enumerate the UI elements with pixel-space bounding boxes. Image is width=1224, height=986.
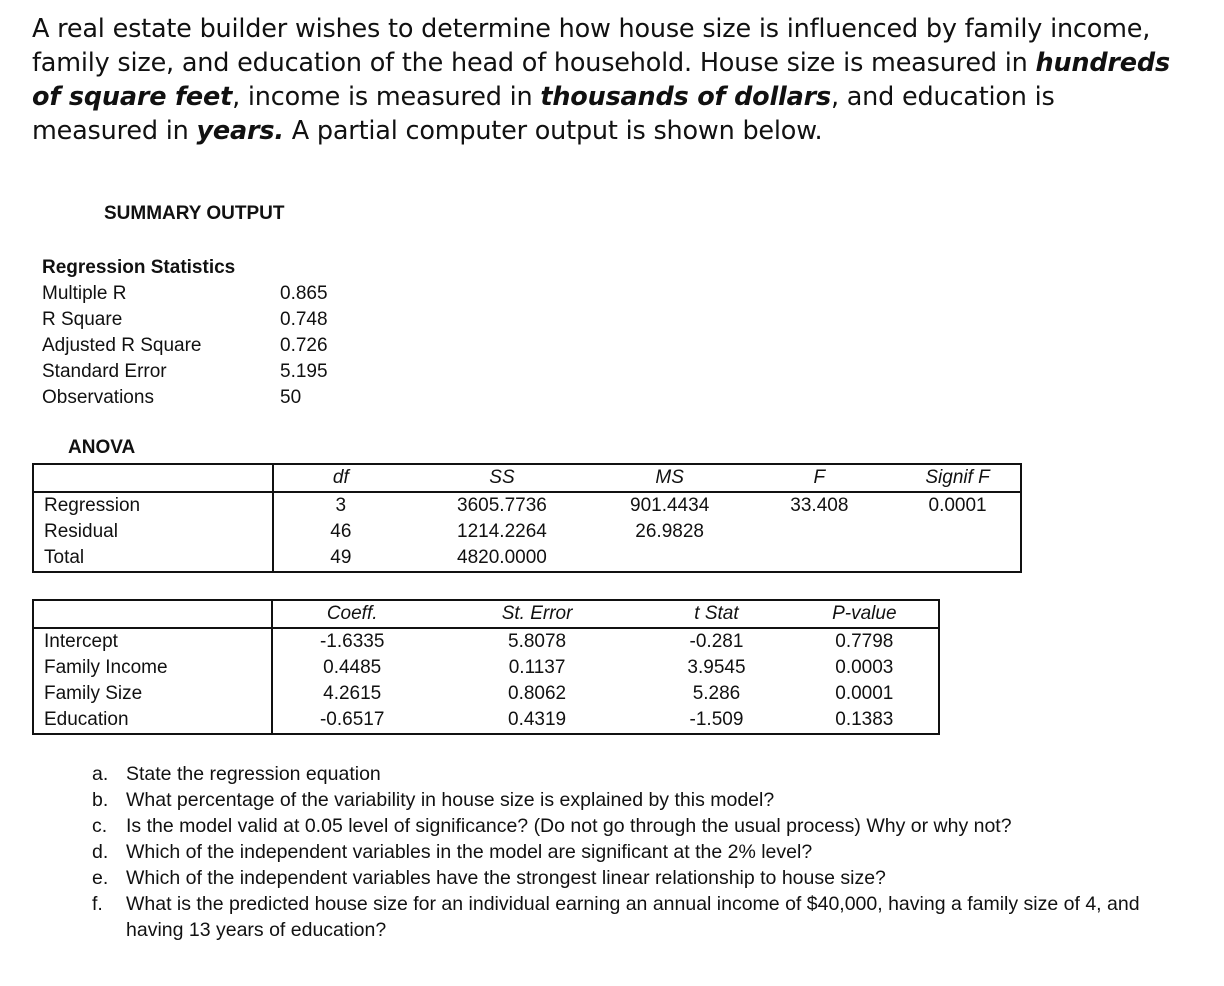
unit-income: thousands of dollars (540, 82, 831, 112)
anova-table (32, 463, 1022, 573)
coefficients-header-row: Coeff. St. Error t Stat P-value (33, 600, 939, 628)
summary-output-title: SUMMARY OUTPUT (104, 203, 285, 224)
anova-header-row: df SS MS F Signif F (33, 464, 1021, 492)
question-item: d. Which of the independent variables in the model are significant at the 2% level? (92, 841, 813, 863)
table-row: Regression 3 3605.7736 901.4434 33.408 0.0001 (33, 492, 1021, 519)
stat-row: R Square 0.748 (42, 309, 328, 330)
stat-row: Adjusted R Square 0.726 (42, 335, 328, 356)
coefficients-table (32, 599, 940, 735)
question-item: b. What percentage of the variability in house size is explained by this model? (92, 789, 775, 811)
table-row: Family Income 0.4485 0.1137 3.9545 0.0003 (33, 655, 939, 681)
question-list (92, 761, 1176, 943)
table-row: Family Size 4.2615 0.8062 5.286 0.0001 (33, 681, 939, 707)
table-row: Total 49 4820.0000 (33, 545, 1021, 572)
table-row: Education -0.6517 0.4319 -1.509 0.1383 (33, 707, 939, 734)
stat-row: Observations 50 (42, 387, 302, 408)
table-row: Residual 46 1214.2264 26.9828 (33, 519, 1021, 545)
stat-row: Standard Error 5.195 (42, 361, 328, 382)
table-row: Intercept -1.6335 5.8078 -0.281 0.7798 (33, 628, 939, 655)
unit-education: years. (196, 116, 284, 146)
question-item: f. What is the predicted house size for an individual earning an annual income of $40,000, having a family size of 4, and having 13 years of education? (92, 893, 1140, 941)
unit-size: hundreds of square feet (32, 48, 1170, 112)
regression-statistics (42, 255, 362, 411)
problem-intro: A real estate builder wishes to determine how house size is influenced by family income, family size, and education of the head of household. House size is measured in hundreds of square feet, income is measured in thousands of dollars, and education is measured in years. A partial computer output is shown below. (32, 14, 1170, 146)
regression-statistics-heading: Regression Statistics (42, 257, 236, 278)
question-item: c. Is the model valid at 0.05 level of significance? (Do not go through the usual process) Why or why not? (92, 815, 1012, 837)
question-item: e. Which of the independent variables have the strongest linear relationship to house size? (92, 867, 886, 889)
anova-title: ANOVA (68, 437, 136, 458)
stat-row: Multiple R 0.865 (42, 283, 328, 304)
question-item: a. State the regression equation (92, 763, 381, 785)
